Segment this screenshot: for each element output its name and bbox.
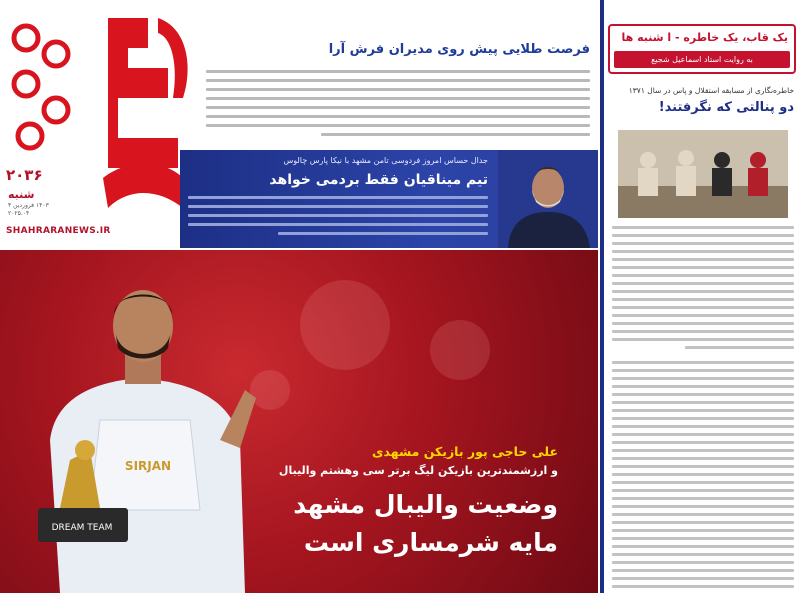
player-photo	[30, 270, 280, 593]
column-body	[612, 226, 794, 593]
feature-headline-line-2: مایه شرمساری است	[303, 528, 558, 557]
website-url[interactable]: SHAHRARANEWS.IR	[6, 226, 111, 236]
feature-kicker-1: علی حاجی پور بازیکن مشهدی	[372, 444, 558, 459]
issue-number: ۲۰۳۶	[6, 166, 43, 184]
column-headline[interactable]: دو پنالتی که نگرفتند!	[658, 100, 794, 115]
feature-headline-line-1: وضعیت والیبال مشهد	[293, 490, 558, 519]
column-header	[608, 24, 796, 74]
jersey-sponsor: SIRJAN	[124, 459, 172, 473]
feature-kicker-2: و ارزشمندترین بازیکن لیگ برتر سی وهشتم والیبال	[278, 464, 558, 477]
band-story-headline[interactable]: تیم میناقیان فقط بردمی خواهد	[269, 172, 488, 188]
band-story-body	[188, 196, 488, 241]
column-kicker: خاطره‌نگاری از مسابقه استقلال و پاس در سال ۱۳۷۱	[628, 86, 794, 95]
top-story[interactable]	[200, 32, 596, 152]
archive-team-photo	[618, 130, 788, 218]
column-title: یک قاب، یک خاطره - ا شنبه ها	[621, 31, 788, 44]
main-feature[interactable]	[0, 250, 598, 593]
column-byline: به روایت استاد اسماعیل شجیع	[614, 51, 790, 68]
band-story[interactable]	[180, 150, 598, 248]
top-story-headline[interactable]: فرصت طلایی پیش روی مدیران فرش آرا	[328, 42, 590, 57]
band-story-kicker: جدال حساس امروز فردوسی تامن مشهد با نیکا پارس چالوس	[283, 156, 488, 165]
date-gregorian: ۲۰۲۵.۰۴	[8, 210, 30, 217]
issue-dates	[8, 202, 88, 218]
logo-emblem	[6, 14, 78, 154]
coach-photo	[498, 150, 598, 248]
masthead	[0, 0, 200, 250]
top-story-body	[206, 70, 590, 142]
bokeh-light	[300, 280, 390, 370]
bokeh-light	[430, 320, 490, 380]
trophy-label: DREAM TEAM	[51, 523, 113, 533]
weekday: شنبه	[8, 188, 35, 201]
right-column	[600, 0, 800, 593]
feature-headline[interactable]	[258, 486, 558, 562]
date-persian: ۱۴۰۳ فروردین ۴	[8, 202, 49, 209]
